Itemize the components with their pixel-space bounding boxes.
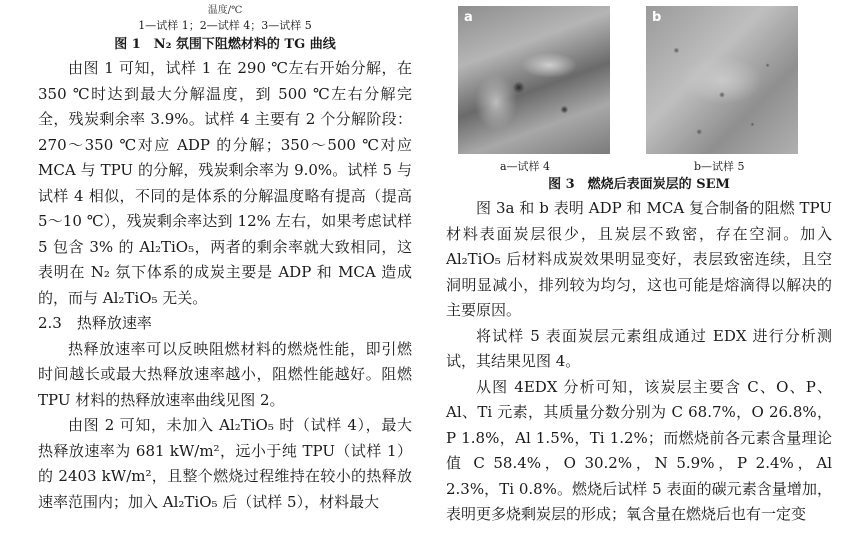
sublabel-b: b—试样 5 [694, 160, 745, 173]
sublabel-a: a—试样 4 [500, 160, 551, 173]
paragraph: 图 3a 和 b 表明 ADP 和 MCA 复合制备的阻燃 TPU 材料表面炭层很少，且炭层不致密，存在空洞。加入 Al₂TiO₅ 后材料成炭效果明显变好，表层致密连续，且空洞明显减小，排列较为均匀，这也可能是熔滴得以解决的主要原因。 [446, 199, 832, 319]
left-column [38, 0, 412, 515]
fig3-caption: 图 3 燃烧后表面炭层的 SEM [548, 177, 730, 192]
fig1-legend: 1—试样 1；2—试样 4；3—试样 5 [138, 19, 312, 32]
sem-image-b [646, 6, 798, 154]
sem-image-b-label: b [652, 10, 662, 25]
fig1-axis-label: 温度/℃ [207, 5, 243, 16]
paragraph: 将试样 5 表面炭层元素组成通过 EDX 进行分析测试，其结果见图 4。 [446, 326, 832, 370]
sem-image-a [458, 6, 610, 154]
right-column [446, 0, 832, 528]
paragraph: 从图 4EDX 分析可知，该炭层主要含 C、O、P、Al、Ti 元素，其质量分数分别为 C 68.7%，O 26.8%，P 1.8%，Al 1.5%，Ti 1.2%；而燃烧前各元素含量理论值 C 58.4%，O 30.2%，N 5.9%，P 2.4%，Al 2.3%，Ti 0.8%。燃烧后试样 5 表面的碳元素含量增加，表明更多烧剩炭层的形成；氧含量在燃烧后也有一定变 [446, 377, 832, 523]
paragraph: 热释放速率可以反映阻燃材料的燃烧性能，即引燃时间越长或最大热释放速率越小，阻燃性能越好。阻燃 TPU 材料的热释放速率曲线见图 2。 [38, 339, 412, 409]
paragraph: 由图 2 可知，未加入 Al₂TiO₅ 时（试样 4），最大热释放速率为 681 kW/m²，远小于纯 TPU（试样 1）的 2403 kW/m²，且整个燃烧过程维持在较小的热释放速率范围内；加入 Al₂TiO₅ 后（试样 5），材料最大 [38, 416, 412, 511]
fig3-images [446, 0, 832, 150]
fig1-caption: 图 1 N₂ 氛围下阻燃材料的 TG 曲线 [114, 37, 336, 52]
section-heading: 2.3 热释放速率 [38, 314, 152, 332]
sem-image-a-label: a [464, 10, 473, 25]
paragraph: 由图 1 可知，试样 1 在 290 ℃左右开始分解，在 350 ℃时达到最大分解温度，到 500 ℃左右分解完全，残炭剩余率 3.9%。试样 4 主要有 2 个分解阶段：270～350 ℃对应 ADP 的分解；350～500 ℃对应 MCA 与 TPU 的分解，残炭剩余率为 9.0%。试样 5 与试样 4 相似，不同的是体系的分解温度略有提高（提高 5～10 ℃），残炭剩余率达到 12% 左右，如果考虑试样 5 包含 3% 的 Al₂TiO₅，两者的剩余率就大致相同，这表明在 N₂ 氛下体系的成炭主要是 ADP 和 MCA 造成的，而与 Al₂TiO₅ 无关。 [38, 59, 412, 307]
fig3-sublabels [446, 158, 832, 174]
